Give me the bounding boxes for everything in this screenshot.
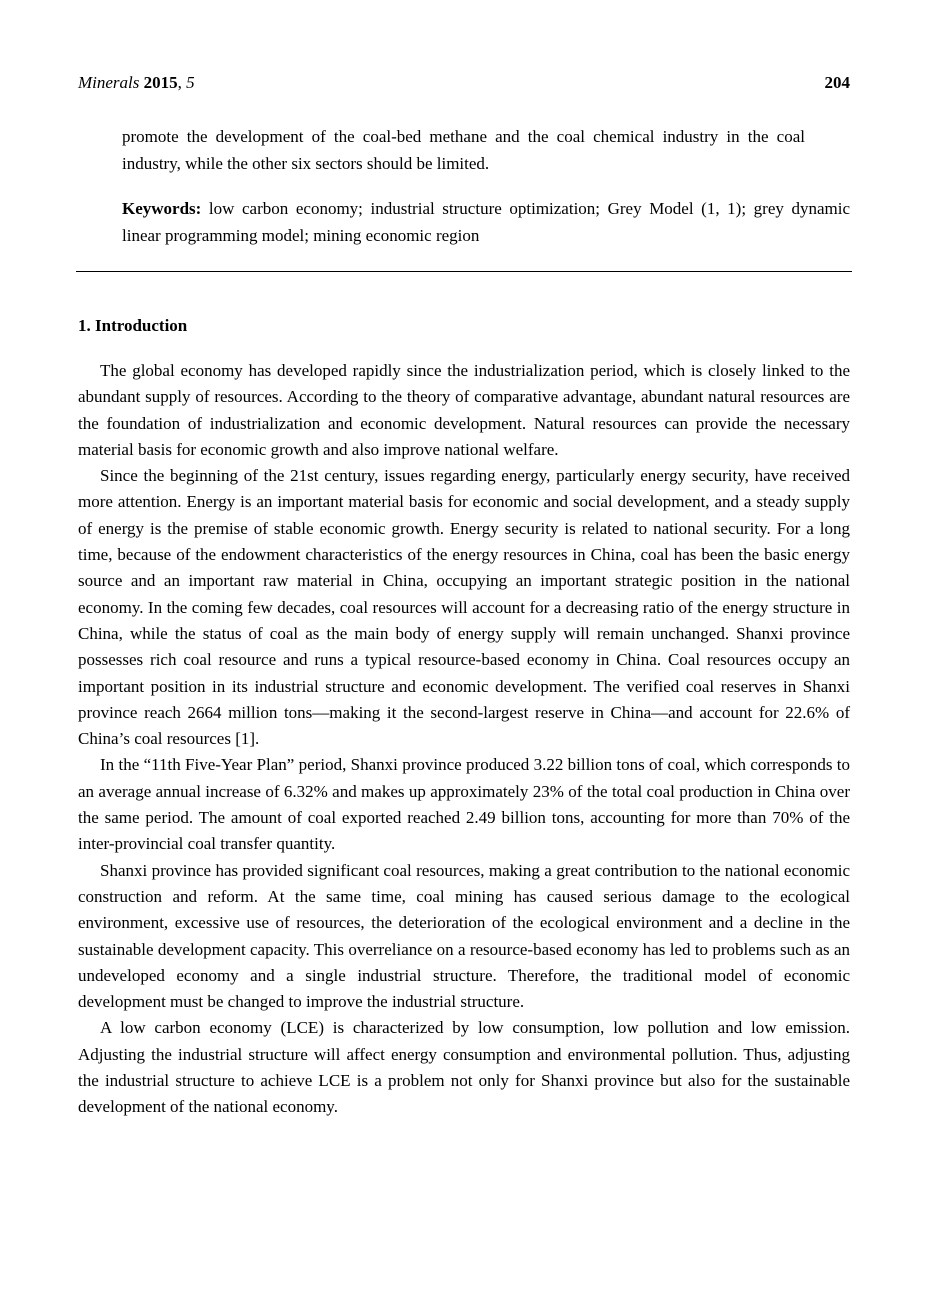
paragraph: Since the beginning of the 21st century, issues regarding energy, particularly energy security, have received more attention. Energy is an important material basis for economic and social development, and a steady supply of energy is the premise of stable economic growth. Energy security is related to national security. For a long time, because of the endowment characteristics of the energy resources in China, coal has been the basic energy source and an important raw material in China, occupying an important strategic position in the national economy. In the coming few decades, coal resources will account for a decreasing ratio of the energy structure in China, while the status of coal as the main body of energy supply will remain unchanged. Shanxi province possesses rich coal resource and runs a typical resource-based economy in China. Coal resources occupy an important position in its industrial structure and economic development. The verified coal reserves in Shanxi province reach 2664 million tons—making it the second-largest reserve in China—and account for 22.6% of China’s coal resources [1]. [78,466,850,749]
paragraph: The global economy has developed rapidly since the industrialization period, which is closely linked to the abundant supply of resources. According to the theory of comparative advantage, abundant natural resources are the foundation of industrialization and economic development. Natural resources can provide the necessary material basis for economic growth and also improve national welfare. [78,361,850,459]
section-divider [76,271,852,272]
section-heading: 1. Introduction [78,316,188,335]
paragraph: A low carbon economy (LCE) is characterized by low consumption, low pollution and low emission. Adjusting the industrial structure will affect energy consumption and environmental pollution. Thus, adjusting the industrial structure to achieve LCE is a problem not only for Shanxi province but also for the sustainable development of the national economy. [78,1018,850,1117]
running-header [78,73,850,93]
paragraph: In the “11th Five-Year Plan” period, Shanxi province produced 3.22 billion tons of coal, which corresponds to an average annual increase of 6.32% and makes up approximately 23% of the total coal production in China over the same period. The amount of coal exported reached 2.49 billion tons, accounting for more than 70% of the inter-provincial coal transfer quantity. [78,755,850,854]
paragraph: Shanxi province has provided significant coal resources, making a great contribution to the national economic construction and reform. At the same time, coal mining has caused serious damage to the ecological environment, excessive use of resources, the deterioration of the ecological environment and a decline in the sustainable development capacity. This overreliance on a resource-based economy has led to problems such as an undeveloped economy and a single industrial structure. Therefore, the traditional model of economic development must be changed to improve the industrial structure. [78,860,850,1012]
journal-year: 2015 [143,73,178,92]
keywords-text: low carbon economy; industrial structure optimization; Grey Model (1, 1); grey dynamic linear programming model; mining economic region [122,199,850,245]
citation-separator: , [177,73,187,92]
abstract-continuation: promote the development of the coal-bed methane and the coal chemical industry in the coal industry, while the other six sectors should be limited. [122,127,805,173]
journal-name: Minerals [78,73,140,92]
keywords-label: Keywords: [122,199,202,218]
journal-citation [78,73,195,93]
journal-volume: 5 [186,73,195,92]
page-number: 204 [824,73,850,92]
introduction-body [78,358,850,1121]
keywords-block [122,196,850,249]
